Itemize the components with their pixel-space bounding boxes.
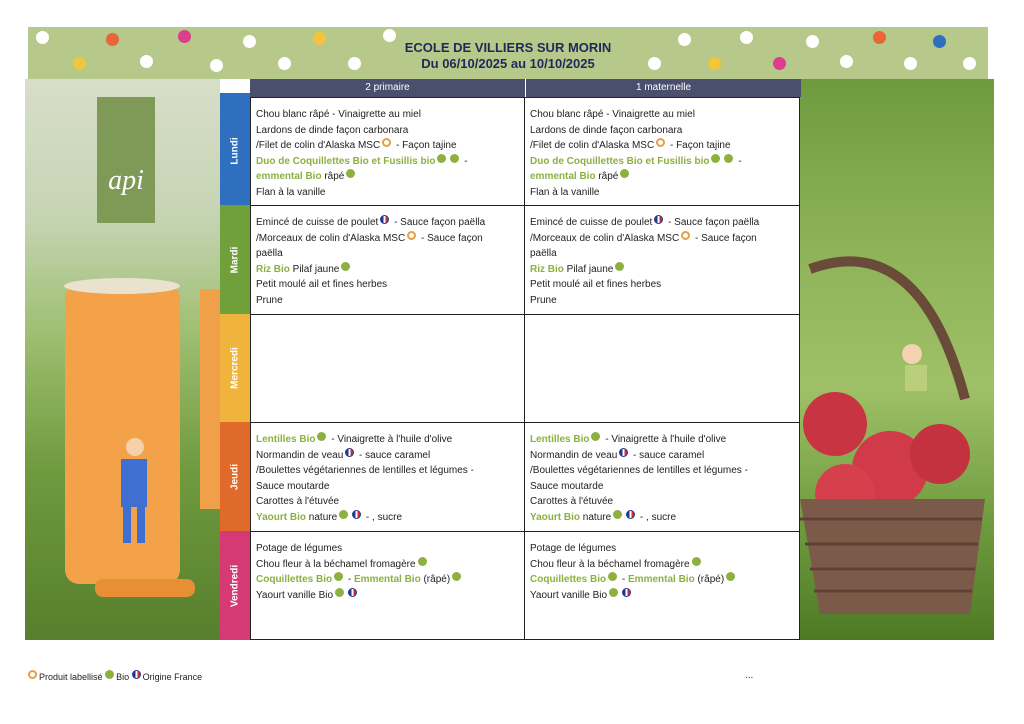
bio-icon xyxy=(608,572,617,581)
legend-bio: Bio xyxy=(116,672,130,682)
menu-cell-vendredi-maternelle: Potage de légumes Chou fleur à la béchamel fromagère Coquillettes Bio - Emmental Bio (râpé) Yaourt vanille Bio xyxy=(524,531,800,640)
footer-mark: ... xyxy=(745,670,754,681)
menu-cell-jeudi-primaire: Lentilles Bio - Vinaigrette à l'huile d'olive Normandin de veau - sauce caramel /Boulettes végétariennes de lentilles et légumes - Sauce moutarde Carottes à l'étuvée Yaourt Bio nature - , sucre xyxy=(250,422,525,532)
menu-cell-mardi-maternelle: Emincé de cuisse de poulet - Sauce façon paëlla /Morceaux de colin d'Alaska MSC - Sauce façon paëlla Riz Bio Pilaf jaune Petit moulé ail et fines herbes Prune xyxy=(524,205,800,315)
label-icon xyxy=(382,138,391,147)
table-corner xyxy=(220,79,251,97)
france-flag-icon xyxy=(626,510,635,519)
france-flag-icon xyxy=(380,215,389,224)
header-banner xyxy=(28,27,988,79)
legend xyxy=(28,670,202,682)
bio-icon xyxy=(613,510,622,519)
label-icon xyxy=(28,670,37,679)
boot-illustration xyxy=(25,79,220,640)
bio-icon xyxy=(437,154,446,163)
bio-icon xyxy=(341,262,350,271)
bio-icon xyxy=(334,572,343,581)
bio-icon xyxy=(711,154,720,163)
bio-icon xyxy=(450,154,459,163)
api-logo-text: api xyxy=(108,165,144,196)
menu-cell-lundi-primaire: Chou blanc râpé - Vinaigrette au miel Lardons de dinde façon carbonara /Filet de colin d'Alaska MSC - Façon tajine Duo de Coquillettes Bio et Fusillis bio - emmental Bio râpé Flan à la vanille xyxy=(250,97,525,206)
bio-icon xyxy=(335,588,344,597)
bio-icon xyxy=(615,262,624,271)
menu-cell-mercredi-maternelle xyxy=(524,314,800,423)
bio-icon xyxy=(591,432,600,441)
france-flag-icon xyxy=(348,588,357,597)
france-flag-icon xyxy=(654,215,663,224)
bio-icon xyxy=(724,154,733,163)
menu-cell-vendredi-primaire: Potage de légumes Chou fleur à la béchamel fromagère Coquillettes Bio - Emmental Bio (râpé) Yaourt vanille Bio xyxy=(250,531,525,640)
day-label-lundi: Lundi xyxy=(220,97,250,205)
bio-icon xyxy=(692,557,701,566)
left-photo-boot xyxy=(25,79,220,640)
date-range: Du 06/10/2025 au 10/10/2025 xyxy=(421,56,595,71)
right-photo-apples xyxy=(800,79,994,640)
bio-icon xyxy=(418,557,427,566)
bio-icon xyxy=(105,670,114,679)
day-label-jeudi: Jeudi xyxy=(220,422,250,531)
page-title xyxy=(28,40,988,72)
label-icon xyxy=(407,231,416,240)
apple-basket-illustration xyxy=(800,79,994,640)
day-label-mardi: Mardi xyxy=(220,205,250,314)
france-flag-icon xyxy=(619,448,628,457)
bio-icon xyxy=(726,572,735,581)
label-icon xyxy=(656,138,665,147)
bio-icon xyxy=(452,572,461,581)
bio-icon xyxy=(346,169,355,178)
column-header-primaire: 2 primaire xyxy=(250,79,525,97)
menu-cell-lundi-maternelle: Chou blanc râpé - Vinaigrette au miel Lardons de dinde façon carbonara /Filet de colin d'Alaska MSC - Façon tajine Duo de Coquillettes Bio et Fusillis bio - emmental Bio râpé Flan à la vanille xyxy=(524,97,800,206)
day-label-mercredi: Mercredi xyxy=(220,314,250,422)
day-label-vendredi: Vendredi xyxy=(220,531,250,640)
menu-table xyxy=(220,79,800,640)
menu-cell-mercredi-primaire xyxy=(250,314,525,423)
france-flag-icon xyxy=(132,670,141,679)
bio-icon xyxy=(609,588,618,597)
bio-icon xyxy=(620,169,629,178)
legend-labellise: Produit labellisé xyxy=(39,672,103,682)
france-flag-icon xyxy=(352,510,361,519)
bio-icon xyxy=(339,510,348,519)
column-header-maternelle: 1 maternelle xyxy=(525,79,801,97)
school-name: ECOLE DE VILLIERS SUR MORIN xyxy=(404,40,612,55)
menu-cell-jeudi-maternelle: Lentilles Bio - Vinaigrette à l'huile d'olive Normandin de veau - sauce caramel /Boulettes végétariennes de lentilles et légumes - Sauce moutarde Carottes à l'étuvée Yaourt Bio nature - , sucre xyxy=(524,422,800,532)
bio-icon xyxy=(317,432,326,441)
france-flag-icon xyxy=(345,448,354,457)
label-icon xyxy=(681,231,690,240)
legend-france: Origine France xyxy=(142,672,203,682)
menu-cell-mardi-primaire: Emincé de cuisse de poulet - Sauce façon paëlla /Morceaux de colin d'Alaska MSC - Sauce façon paëlla Riz Bio Pilaf jaune Petit moulé ail et fines herbes Prune xyxy=(250,205,525,315)
france-flag-icon xyxy=(622,588,631,597)
